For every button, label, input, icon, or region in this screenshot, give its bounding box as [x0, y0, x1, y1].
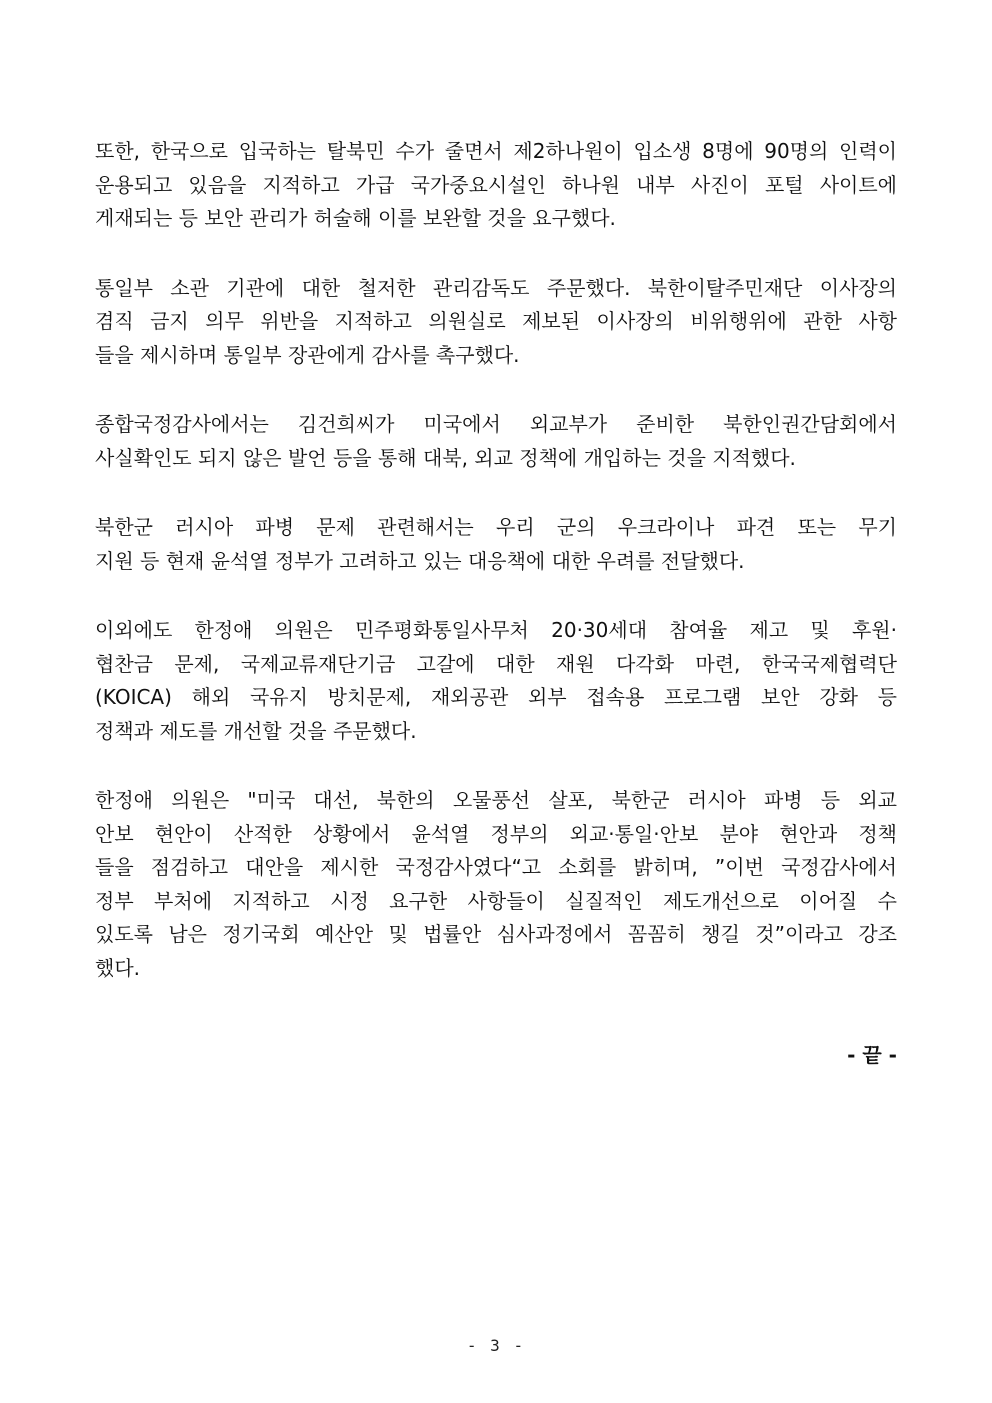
- paragraph-ministry-oversight: [95, 272, 897, 373]
- text-line: 종합국정감사에서는 김건희씨가 미국에서 외교부가 준비한 북한인권간담회에서: [95, 412, 897, 436]
- paragraph-hanawon-security: [95, 135, 897, 236]
- text-line: (KOICA) 해외 국유지 방치문제, 재외공관 외부 접속용 프로그램 보안 강화 등: [95, 685, 897, 709]
- end-mark: - 끝 -: [847, 1043, 897, 1067]
- text-line: 한정애 의원은 "미국 대선, 북한의 오물풍선 살포, 북한군 러시아 파병 등 외교: [95, 788, 897, 812]
- text-line: 지원 등 현재 윤석열 정부가 고려하고 있는 대응책에 대한 우려를 전달했다.: [95, 548, 745, 573]
- text-line: 또한, 한국으로 입국하는 탈북민 수가 줄면서 제2하나원이 입소생 8명에 90명의 인력이: [95, 139, 897, 163]
- text-line: 정부 부처에 지적하고 시정 요구한 사항들이 실질적인 제도개선으로 이어질 수: [95, 888, 897, 913]
- text-line: 운용되고 있음을 지적하고 가급 국가중요시설인 하나원 내부 사진이 포털 사이트에: [95, 172, 897, 197]
- text-line: 게재되는 등 보안 관리가 허술해 이를 보완할 것을 요구했다.: [95, 206, 616, 230]
- text-line: 통일부 소관 기관에 대한 철저한 관리감독도 주문했다. 북한이탈주민재단 이사장의: [95, 275, 897, 300]
- text-line: 북한군 러시아 파병 문제 관련해서는 우리 군의 우크라이나 파견 또는 무기: [95, 515, 897, 539]
- document-body: [95, 135, 897, 1021]
- paragraph-troop-deployment: [95, 511, 897, 578]
- text-line: 들을 제시하며 통일부 장관에게 감사를 촉구했다.: [95, 342, 520, 367]
- text-line: 정책과 제도를 개선할 것을 주문했다.: [95, 718, 417, 743]
- text-line: 겸직 금지 의무 위반을 지적하고 의원실로 제보된 이사장의 비위행위에 관한 사항: [95, 309, 897, 333]
- paragraph-closing-quote: [95, 784, 897, 985]
- text-line: 했다.: [95, 955, 140, 980]
- text-line: 협찬금 문제, 국제교류재단기금 고갈에 대한 재원 다각화 마련, 한국국제협력단: [95, 651, 897, 676]
- text-line: 들을 점검하고 대안을 제시한 국정감사였다“고 소회를 밝히며, ”이번 국정감사에서: [95, 855, 897, 879]
- text-line: 있도록 남은 정기국회 예산안 및 법률안 심사과정에서 꼼꼼히 챙길 것”이라고 강조: [95, 922, 897, 946]
- text-line: 사실확인도 되지 않은 발언 등을 통해 대북, 외교 정책에 개입하는 것을 지적했다.: [95, 445, 796, 470]
- page-number: - 3 -: [466, 1336, 526, 1355]
- paragraph-other-issues: [95, 614, 897, 748]
- text-line: 이외에도 한정애 의원은 민주평화통일사무처 20·30세대 참여율 제고 및 후원·: [95, 618, 897, 642]
- text-line: 안보 현안이 산적한 상황에서 윤석열 정부의 외교·통일·안보 분야 현안과 정책: [95, 821, 897, 846]
- paragraph-comprehensive-audit: [95, 408, 897, 475]
